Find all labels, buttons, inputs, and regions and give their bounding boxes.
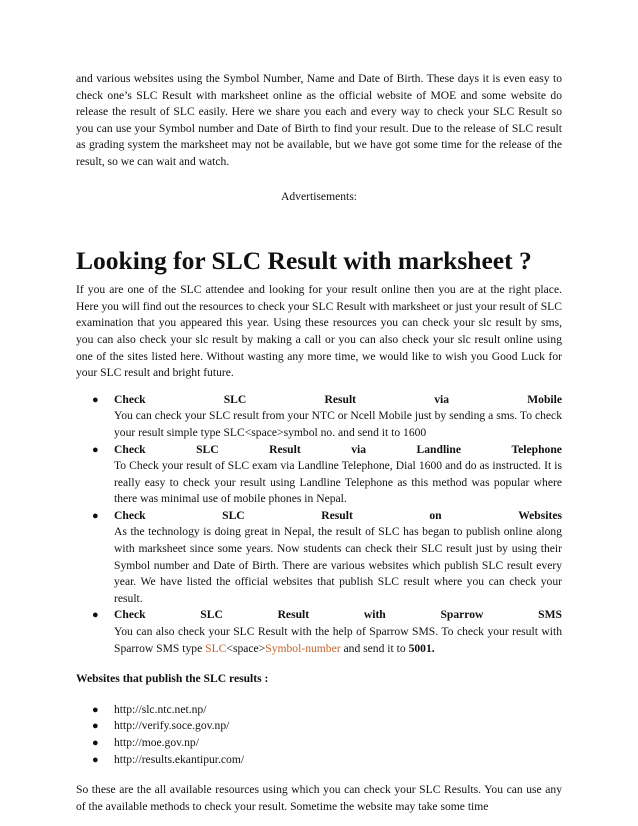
site-url[interactable]: http://moe.gov.np/ [114,736,199,749]
site-url[interactable]: http://slc.ntc.net.np/ [114,702,207,716]
sms-number: 5001. [408,641,435,655]
method-description: As the technology is doing great in Nepal, the result of SLC has began to publish online along with marksheet since some years. Now students can check their SLC result just by using their Symbol number and Date of Birth. There are various websites which publish SLC result every year. We have listed the official websites that publish SLC result where you can check your result. [114,525,562,605]
method-item-mobile [76,392,562,442]
bullet-icon: ● [92,609,99,622]
advertisements-label: Advertisements: [281,189,357,203]
slc-keyword-link[interactable]: SLC [205,641,227,655]
method-description: To Check your result of SLC exam via Landline Telephone, Dial 1600 and do as instructed. It is really easy to check your result using Landline Telephone as this method was popular where there was minimal use of mobile phones in Nepal. [114,459,562,506]
section-heading: Looking for SLC Result with marksheet ? [76,246,532,276]
bullet-icon: ● [92,393,99,406]
bullet-icon: ● [92,737,99,749]
document-page [76,71,562,815]
sites-title: Websites that publish the SLC results : [76,672,269,686]
method-description: You can also check your SLC Result with the help of Sparrow SMS. To check your result with Sparrow SMS type SLC<space>Symbol-number and send it to 5001. [114,625,562,655]
site-url[interactable]: http://verify.soce.gov.np/ [114,719,230,733]
method-item-landline [76,442,562,508]
method-item-sparrow-sms [76,607,562,657]
symbol-number-link[interactable]: Symbol-number [265,641,341,655]
method-title: Check SLC Result on Websites [114,508,562,522]
bullet-icon: ● [92,753,99,766]
bullet-icon: ● [92,720,99,733]
site-item [76,752,562,769]
site-url[interactable]: http://results.ekantipur.com/ [114,752,245,766]
body-paragraph: If you are one of the SLC attendee and looking for your result online then you are at the right place. Here you will find out the resources to check your SLC Result with marksheet or just your result of SLC examination that you appeared this year. Using these resources you can check your slc result by sms, you can also check your slc result by making a call or you can also check your slc result online using one of the sites listed here. Without wasting any more time, we would like to wish you Good Luck for your SLC result and bright future. [76,283,562,380]
method-description: You can check your SLC result from your NTC or Ncell Mobile just by sending a sms. To check your result simple type SLC<space>symbol no. and send it to 1600 [114,409,562,439]
bullet-icon: ● [92,509,99,522]
closing-paragraph: So these are the all available resources using which you can check your SLC Results. You can use any of the available methods to check your result. Sometime the website may take some time [76,783,562,813]
bullet-icon: ● [92,703,99,716]
bullet-icon: ● [92,443,99,456]
site-item [76,702,562,719]
method-title: Check SLC Result via Landline Telephone [114,442,562,456]
sites-list [76,702,562,768]
methods-list [76,392,562,658]
method-item-websites [76,508,562,608]
site-item [76,718,562,735]
method-title: Check SLC Result with Sparrow SMS [114,608,562,622]
method-title: Check SLC Result via Mobile [114,392,562,406]
intro-paragraph: and various websites using the Symbol Number, Name and Date of Birth. These days it is even easy to check one’s SLC Result with marksheet online as the official website of MOE and some website do release the result of SLC easily. Here we share you each and every way to check your SLC Result so you can use your Symbol number and Date of Birth to find your result. Due to the release of SLC result as grading system the marksheet may not be available, but we have got some time for the release of the result, so we can wait and watch. [76,72,562,168]
site-item [76,735,562,752]
